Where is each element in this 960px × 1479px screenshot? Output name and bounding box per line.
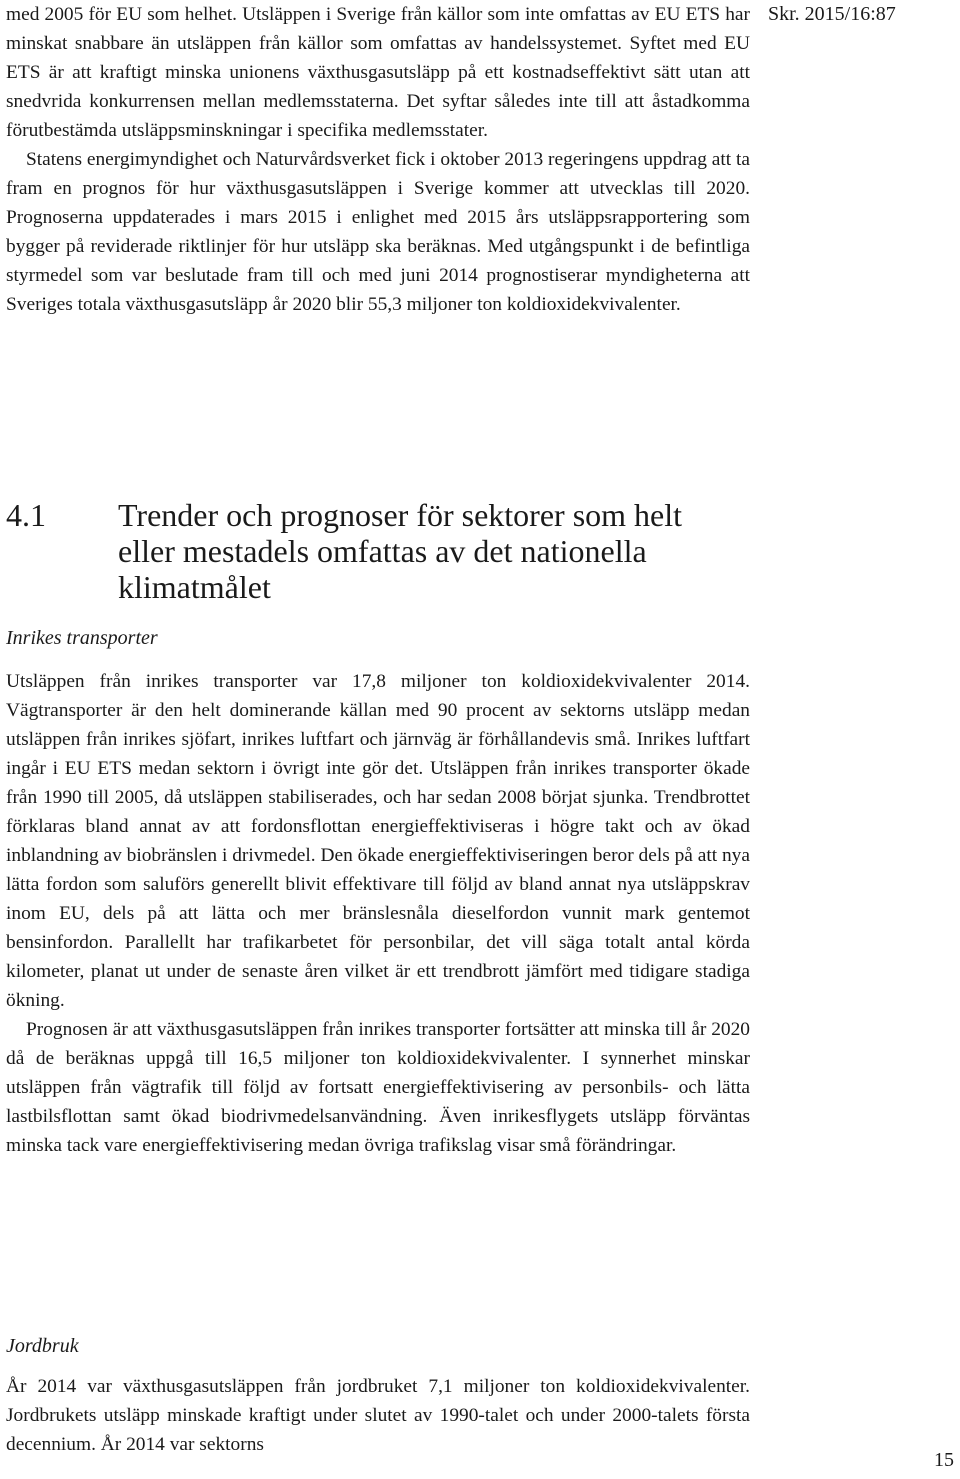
agriculture-paragraph-1: År 2014 var växthusgasutsläppen från jordbruket 7,1 miljoner ton koldioxidekvivalenter. Jordbrukets utsläpp minskade kraftigt under slutet av 1990-talet och under 2000-talets första decennium. År 2014 var sektorns <box>6 1376 750 1455</box>
agriculture-heading: Jordbruk <box>6 1335 79 1357</box>
agriculture-text <box>6 1372 750 1459</box>
intro-text <box>6 0 750 319</box>
document-reference: Skr. 2015/16:87 <box>768 3 896 25</box>
intro-paragraph-1: med 2005 för EU som helhet. Utsläppen i Sverige från källor som inte omfattas av EU ETS har minskat snabbare än utsläppen från källor som omfattas av handelssystemet. Syftet med EU ETS är att kraftigt minska unionens växthusgasutsläpp på ett kostnadseffektivt sätt utan att snedvrida konkurrensen mellan medlemsstaterna. Det syftar således inte till att åstadkomma förutbestämda utsläppsminskningar i specifika medlemsstater. <box>6 4 750 141</box>
transport-heading: Inrikes transporter <box>6 627 158 649</box>
section-number: 4.1 <box>6 497 46 533</box>
section-title: Trender och prognoser för sektorer som helt eller mestadels omfattas av det nationella klimatmålet <box>118 497 683 605</box>
page-number: 15 <box>934 1449 954 1471</box>
transport-paragraph-1: Utsläppen från inrikes transporter var 17,8 miljoner ton koldioxidekvivalenter 2014. Vägtransporter är den helt dominerande källan med 90 procent av sektorns utsläpp medan utsläppen från inrikes sjöfart, inrikes luftfart och järnväg är förhållandevis små. Inrikes luftfart ingår i EU ETS medan sektorn i övrigt inte gör det. Utsläppen från inrikes transporter ökade från 1990 till 2005, då utsläppen stabiliserades, och har sedan 2008 börjat sjunka. Trendbrottet förklaras bland annat av att fordonsflottan energieffektiviseras i högre takt och av ökad inblandning av biobränslen i drivmedel. Den ökade energieffektiviseringen beror dels på att nya lätta fordon som saluförs generellt blivit effektivare till följd av bland annat nya utsläppskrav inom EU, dels på att lätta och mer bränslesnåla dieselfordon vunnit mark gentemot bensinfordon. Parallellt har trafikarbetet för personbilar, det vill säga totalt antal körda kilometer, planat ut under de senaste åren vilket är ett trendbrott jämfört med tidigare stadiga ökning. <box>6 671 750 1011</box>
transport-paragraph-2: Prognosen är att växthusgasutsläppen från inrikes transporter fortsätter att minska till år 2020 då de beräknas uppgå till 16,5 miljoner ton koldioxidekvivalenter. I synnerhet minskar utsläppen från vägtrafik till följd av fortsatt energieffektivisering av personbils- och lätta lastbilsflottan samt ökad biodrivmedelsanvändning. Även inrikesflygets utsläpp förväntas minska tack vare energieffektivisering medan övriga trafikslag visar små förändringar. <box>6 1019 750 1156</box>
transport-text <box>6 667 750 1160</box>
intro-paragraph-2: Statens energimyndighet och Naturvårdsverket fick i oktober 2013 regeringens uppdrag att ta fram en prognos för hur växthusgasutsläppen i Sverige kommer att utvecklas till 2020. Prognoserna uppdaterades i mars 2015 i enlighet med 2015 års utsläppsrapportering som bygger på reviderade riktlinjer för hur utsläpp ska beräknas. Med utgångspunkt i de befintliga styrmedel som var beslutade fram till och med juni 2014 prognostiserar myndigheterna att Sveriges totala växthusgasutsläpp år 2020 blir 55,3 miljoner ton koldioxidekvivalenter. <box>6 149 750 315</box>
